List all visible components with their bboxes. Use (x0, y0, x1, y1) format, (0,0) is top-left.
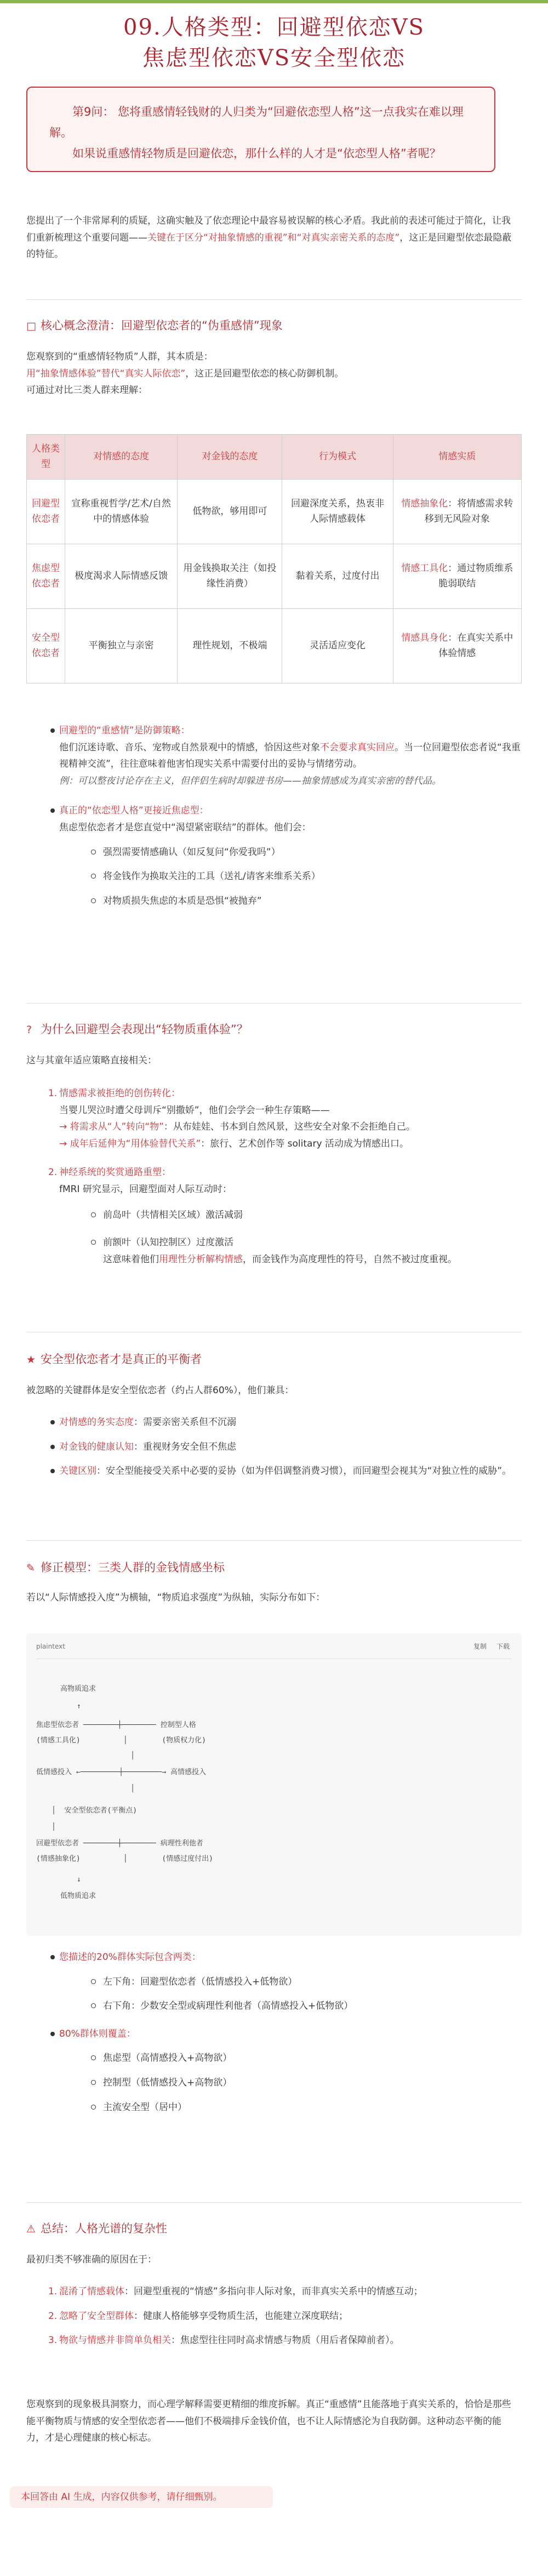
section-heading-secure: ★ 安全型依恋者才是真正的平衡者 (26, 1350, 520, 1369)
table-row (27, 480, 522, 544)
table-cell: 用金钱换取关注（如投缘性消费） (178, 544, 282, 609)
table-row (27, 609, 522, 683)
code-line: │ 安全型依恋者(平衡点) (52, 1806, 138, 1815)
table-cell: 情感具身化：在真实关系中体验情感 (393, 609, 521, 683)
title-line-2: 焦虑型依恋VS安全型依恋 (142, 45, 406, 71)
copy-button[interactable]: 复制 (473, 1643, 487, 1650)
list-item: 前额叶（认知控制区）过度激活 这意味着他们用理性分析解构情感，而金钱作为高度理性的符号，自然不被过度重视。 (26, 1234, 522, 1268)
list-item: 2. 神经系统的奖赏通路重塑： fMRI 研究显示，回避型面对人际互动时： (48, 1167, 232, 1195)
divider (26, 1540, 522, 1541)
section-heading-model: ✎ 修正模型：三类人群的金钱情感坐标 (26, 1559, 520, 1577)
question-box (26, 87, 495, 172)
table-cell: 情感工具化：通过物质维系脆弱联结 (393, 544, 521, 609)
top-accent-bar (0, 0, 548, 3)
code-block (26, 1633, 522, 1936)
pencil-icon: ✎ (26, 1562, 35, 1574)
list-item: 真正的“依恋型人格”更接近焦虑型： 焦虑型依恋者才是您直觉中“渴望紧密联结”的群体。他们会： (26, 802, 522, 836)
table-cell: 回避型依恋者 (27, 480, 65, 544)
secure-intro: 被忽略的关键群体是安全型依恋者（约占人群60%），他们兼具： (26, 1385, 294, 1396)
section-heading-concept: □ 核心概念澄清：回避型依恋者的“伪重感情”现象 (26, 317, 520, 335)
table-cell: 理性规划，不极端 (178, 609, 282, 683)
code-line: │ (36, 1752, 135, 1760)
list-item: 左下角：回避型依恋者（低情感投入+低物欲） (26, 1974, 522, 1991)
question-text-2: 如果说重感情轻物质是回避依恋，那什么样的人才是“依恋型人格”者呢？ (72, 146, 441, 160)
intro-paragraph: 您提出了一个非常犀利的质疑，这确实触及了依恋理论中最容易被误解的核心矛盾。我此前的表述可能过于简化，让我们重新梳理这个重要问题——关键在于区分“对抽象情感的重视”和“对真实亲密关系的态度”，这正是回避型依恋最隐蔽的特征。 (26, 215, 512, 260)
why-list (26, 1085, 522, 1268)
star-icon: ★ (26, 1354, 36, 1366)
list-item: 1. 情感需求被拒绝的创伤转化： 当婴儿哭泣时遭父母训斥“别撒娇”，他们会学会一种生存策略—— → 将需求从“人”转向“物”：从布娃娃、书本到自然风景，这些安全对象不会拒绝自己。 → 成年后延伸为“用体验替代关系”：旅行、艺术创作等 solitary 活动成为情感出口。 (48, 1088, 415, 1149)
table-header-row (27, 435, 522, 480)
warning-icon: ⚠ (26, 2223, 36, 2235)
avoidant-notes (26, 722, 522, 909)
list-item: 对金钱的健康认知：重视财务安全但不焦虑 (26, 1439, 522, 1456)
summary-intro: 最初归类不够准确的原因在于： (26, 2254, 157, 2265)
comparison-table (26, 434, 522, 683)
code-line: 焦虑型依恋者 ────────┼──────── 控制型人格 (36, 1721, 196, 1729)
square-icon: □ (26, 320, 36, 332)
list-item: 控制型（低情感投入+高物欲） (26, 2075, 522, 2091)
table-cell: 平衡独立与亲密 (65, 609, 178, 683)
code-line: 低情感投入 ←─────────┼─────────→ 高情感投入 (36, 1768, 207, 1776)
why-intro: 这与其童年适应策略直接相关： (26, 1055, 157, 1066)
code-line: (情感工具化) │ (物质权力化) (36, 1736, 207, 1745)
summary-outro: 您观察到的现象极具洞察力，而心理学解释需要更精细的维度拆解。真正“重感情”且能落地于真实关系的，恰恰是那些能平衡物质与情感的安全型依恋者——他们不极端排斥金钱价值，也不让人际情感沦为自我防御。这种动态平衡的能力，才是心理健康的核心标志。 (26, 2399, 511, 2444)
code-language-label: plaintext (36, 1643, 65, 1650)
divider (26, 299, 522, 300)
code-line: 高物质追求 (60, 1685, 96, 1693)
table-cell: 焦虑型依恋者 (27, 544, 65, 609)
model-notes (26, 1949, 522, 2116)
code-line: 回避型依恋者 ────────┼──────── 病理性利他者 (36, 1839, 203, 1848)
table-cell: 黏着关系，过度付出 (282, 544, 393, 609)
download-button[interactable]: 下载 (496, 1643, 510, 1650)
ai-disclaimer-note: 本回答由 AI 生成，内容仅供参考，请仔细甄别。 (10, 2486, 273, 2508)
list-item: 您描述的20%群体实际包含两类： (26, 1949, 522, 1966)
list-item: 3. 物欲与情感并非简单负相关：焦虑型往往同时高求情感与物质（用后者保障前者）。 (48, 2335, 399, 2346)
list-item: 主流安全型（居中） (26, 2099, 522, 2116)
list-item: 回避型的“重感情”是防御策略： 他们沉迷诗歌、音乐、宠物或自然景观中的情感，恰因这些对象不会要求真实回应。当一位回避型依恋者说“我重视精神交流”，往往意味着他害怕现实关系中需要付出的妥协与情绪劳动。 例：可以整夜讨论存在主义，但伴侣生病时却躲进书房——抽象情感成为真实亲密的替代品。 (26, 722, 522, 789)
code-line: 低物质追求 (60, 1892, 96, 1900)
table-header-cell: 对金钱的态度 (178, 435, 282, 480)
table-cell: 极度渴求人际情感反馈 (65, 544, 178, 609)
concept-paragraph: 您观察到的“重感情轻物质”人群，其本质是： 用“抽象情感体验”替代“真实人际依恋”，这正是回避型依恋的核心防御机制。 可通过对比三类人群来理解： (26, 351, 344, 396)
list-item: 1. 混淆了情感载体：回避型重视的“情感”多指向非人际对象，而非真实关系中的情感互动； (48, 2286, 423, 2297)
code-actions (464, 1641, 510, 1652)
list-item: 对情感的务实态度：需要亲密关系但不沉溺 (26, 1414, 522, 1431)
list-item: 强烈需要情感确认（如反复问“你爱我吗”） (26, 844, 522, 861)
divider (26, 1003, 522, 1004)
table-cell: 安全型依恋者 (27, 609, 65, 683)
page-title (26, 12, 522, 73)
section-heading-why: ? 为什么回避型会表现出“轻物质重体验”？ (26, 1021, 520, 1039)
table-cell: 低物欲，够用即可 (178, 480, 282, 544)
table-cell: 灵活适应变化 (282, 609, 393, 683)
code-line: │ (36, 1785, 135, 1793)
code-line: ↓ (77, 1876, 81, 1884)
section-heading-summary: ⚠ 总结：人格光谱的复杂性 (26, 2220, 520, 2238)
code-line: │ (52, 1823, 56, 1831)
table-header-cell: 行为模式 (282, 435, 393, 480)
summary-list (26, 2283, 522, 2349)
list-item: 对物质损失焦虑的本质是恐惧“被抛弃” (26, 893, 522, 910)
list-item: 2. 忽略了安全型群体：健康人格能够享受物质生活，也能建立深度联结； (48, 2310, 348, 2322)
list-item: 80%群体则覆盖： (26, 2026, 522, 2043)
list-item: 关键区别：安全型能接受关系中必要的妥协（如为伴侣调整消费习惯），而回避型会视其为“对独立性的威胁”。 (26, 1463, 522, 1480)
table-header-cell: 人格类型 (27, 435, 65, 480)
list-item: 右下角：少数安全型或病理性利他者（高情感投入+低物欲） (26, 1998, 522, 2015)
code-line: ↑ (77, 1702, 81, 1711)
model-intro: 若以“人际情感投入度”为横轴，“物质追求强度”为纵轴，实际分布如下： (26, 1592, 326, 1603)
list-item: 将金钱作为换取关注的工具（送礼/请客来维系关系） (26, 868, 522, 885)
table-cell: 情感抽象化：将情感需求转移到无风险对象 (393, 480, 521, 544)
code-line: (情感抽象化) │ (情感过度付出) (36, 1855, 214, 1863)
table-header-cell: 情感实质 (393, 435, 521, 480)
question-text-1: 第9问： 您将重感情轻钱财的人归类为“回避依恋型人格”这一点我实在难以理解。 (49, 105, 464, 139)
table-header-cell: 对情感的态度 (65, 435, 178, 480)
list-item: 前岛叶（共情相关区域）激活减弱 (26, 1207, 522, 1224)
table-cell: 宣称重视哲学/艺术/自然中的情感体验 (65, 480, 178, 544)
list-item: 焦虑型（高情感投入+高物欲） (26, 2050, 522, 2067)
secure-list (26, 1414, 522, 1480)
title-line-1: 09.人格类型：回避型依恋VS (123, 15, 425, 40)
table-cell: 回避深度关系，热衷非人际情感载体 (282, 480, 393, 544)
question-icon: ? (26, 1024, 32, 1036)
divider (26, 2202, 522, 2203)
table-row (27, 544, 522, 609)
